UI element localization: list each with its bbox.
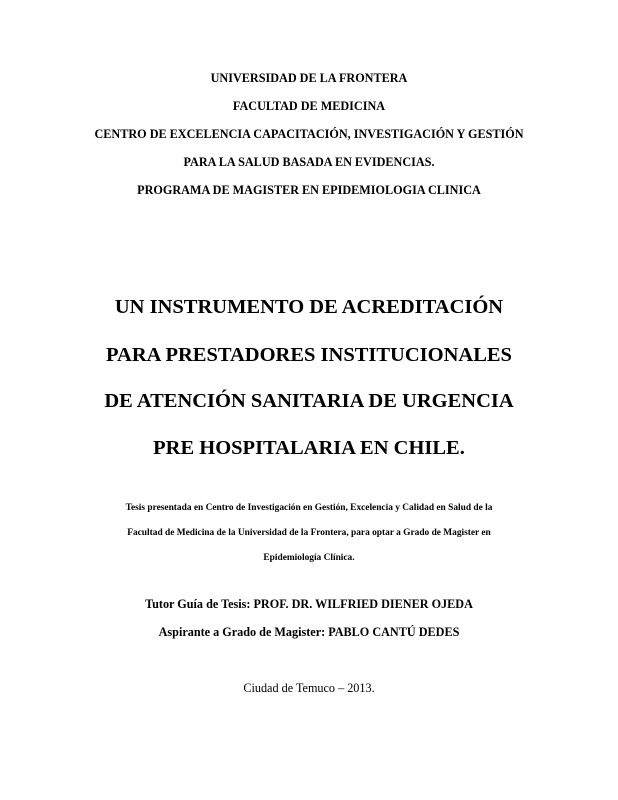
place-date: Ciudad de Temuco – 2013. [243, 681, 375, 695]
purpose-line-1: Tesis presentada en Centro de Investigación en Gestión, Excelencia y Calidad en Salud de la [125, 503, 493, 513]
thesis-title-line-1: UN INSTRUMENTO DE ACREDITACIÓN [114, 296, 504, 318]
program-name: PROGRAMA DE MAGISTER EN EPIDEMIOLOGIA CLINICA [137, 183, 481, 197]
tutor-line: Tutor Guía de Tesis: PROF. DR. WILFRIED DIENER OJEDA [145, 597, 473, 611]
thesis-title-line-2: PARA PRESTADORES INSTITUCIONALES [106, 344, 512, 366]
university-name: UNIVERSIDAD DE LA FRONTERA [210, 71, 408, 85]
thesis-title-line-3: DE ATENCIÓN SANITARIA DE URGENCIA [104, 390, 514, 412]
center-name-continued: PARA LA SALUD BASADA EN EVIDENCIAS. [183, 155, 435, 169]
candidate-line: Aspirante a Grado de Magister: PABLO CANTÚ DEDES [158, 625, 460, 639]
center-name: CENTRO DE EXCELENCIA CAPACITACIÓN, INVESTIGACIÓN Y GESTIÓN [94, 127, 524, 141]
purpose-line-3: Epidemiología Clínica. [263, 553, 355, 563]
faculty-name: FACULTAD DE MEDICINA [232, 99, 386, 113]
purpose-line-2: Facultad de Medicina de la Universidad de la Frontera, para optar a Grado de Magister en [127, 528, 491, 538]
thesis-title-line-4: PRE HOSPITALARIA EN CHILE. [153, 437, 465, 459]
